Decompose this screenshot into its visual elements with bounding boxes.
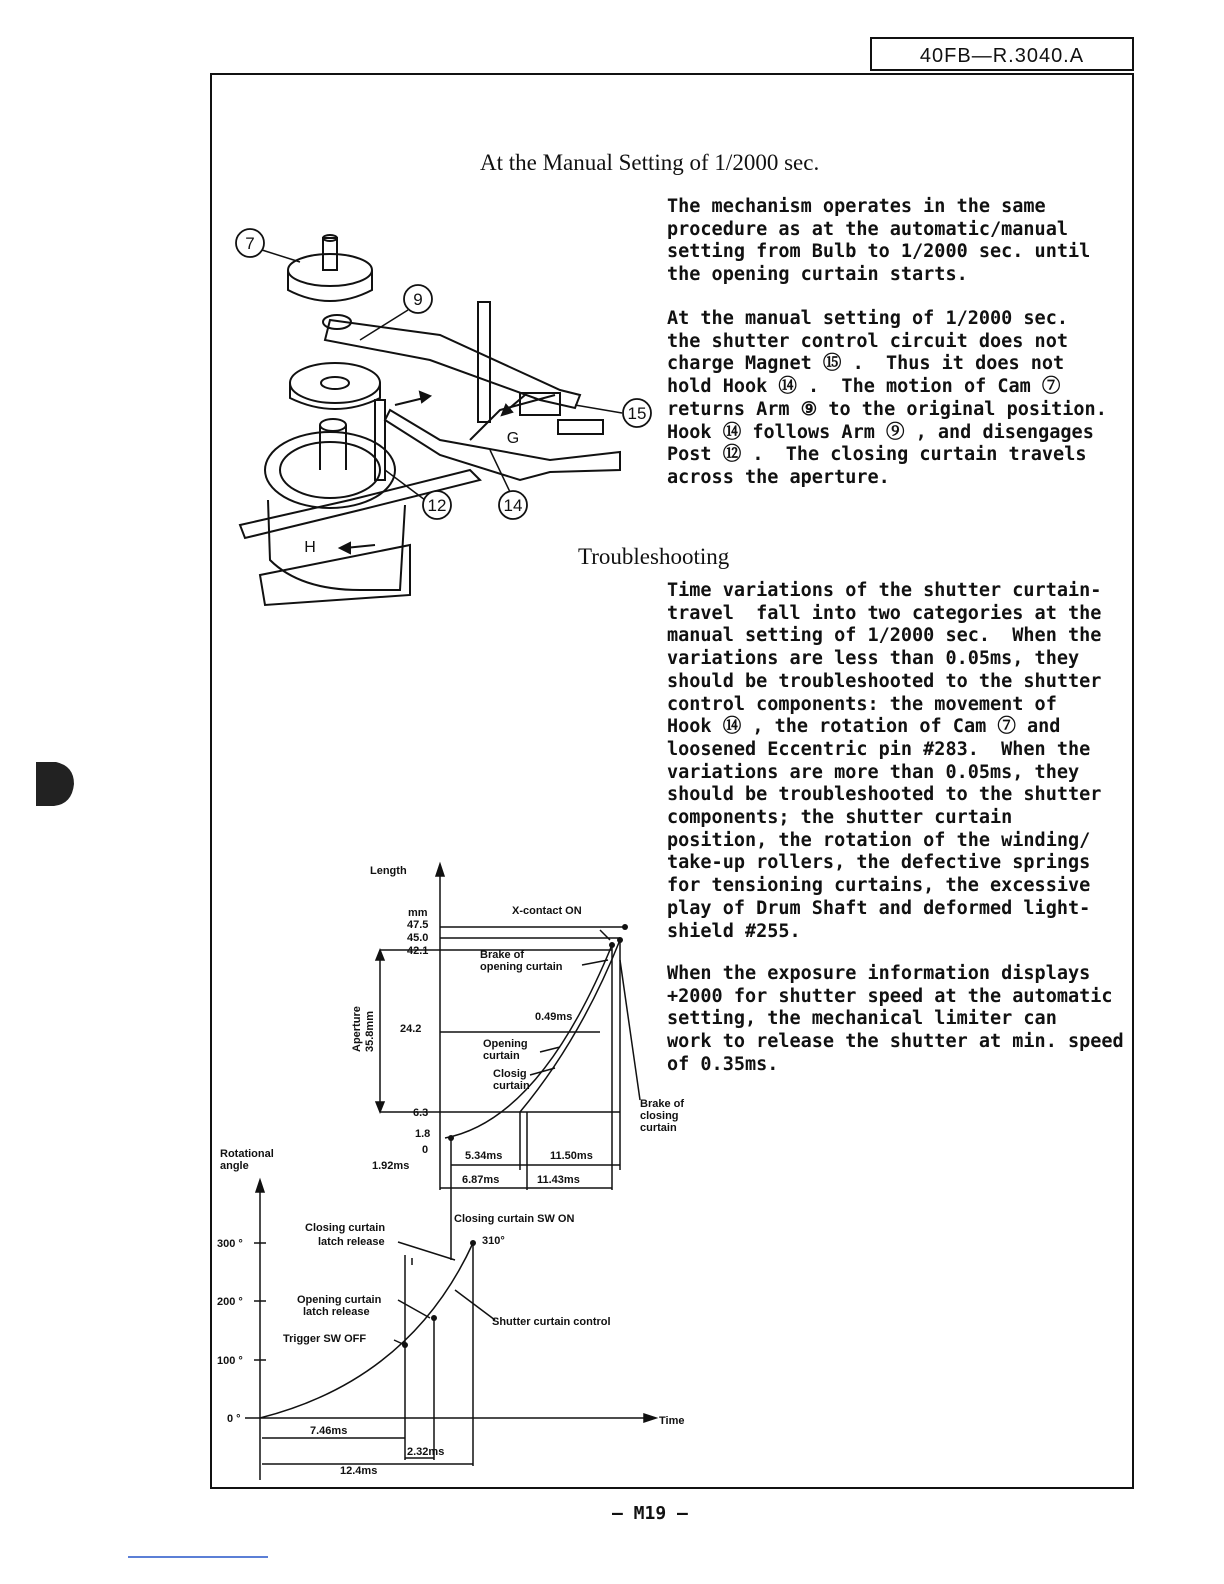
paragraph-time-variations: Time variations of the shutter curtain- travel fall into two categories at the manual setting of 1/2000 sec. When the variations are less than 0.05ms, they should be troubleshooted to the shutter control components: the movement of Hook ⑭ , the rotation of Cam ⑦ and loosened Eccentric pin #283. When the variations are more than 0.05ms, they should be troubleshooted to the shutter components; the shutter curtain position, the rotation of the winding/ take-up rollers, the defective springs for tensioning curtains, the excessive play of Drum Shaft and deformed light- shield #255.: [667, 580, 1102, 942]
label-closing-latch-1: Closing curtain: [305, 1222, 386, 1234]
tick-0-deg: 0 °: [227, 1413, 241, 1425]
label-closing-curtain-2: curtain: [493, 1080, 530, 1092]
label-cam-7: 7: [245, 234, 255, 253]
label-310: 310°: [482, 1235, 505, 1247]
tick-24-2: 24.2: [400, 1023, 422, 1035]
paragraph-procedure: The mechanism operates in the same procedure as at the automatic/manual setting from Bulb to 1/2000 sec. until the opening curtain starts.: [667, 196, 1091, 286]
label-t-746: 7.46ms: [310, 1425, 348, 1437]
label-trigger: Trigger SW OFF: [283, 1333, 367, 1345]
label-brake-opening-2: opening curtain: [480, 961, 563, 973]
label-h: H: [304, 539, 316, 556]
label-arm-9: 9: [413, 290, 423, 309]
label-aperture: Aperture: [351, 1006, 363, 1052]
binder-hole-mark: [34, 760, 78, 808]
label-t-1143: 11.43ms: [537, 1174, 580, 1186]
axis-rotation-label-2: angle: [220, 1160, 249, 1172]
paragraph-manual-setting: At the manual setting of 1/2000 sec. the shutter control circuit does not charge Magnet ⑮ . Thus it does not hold Hook ⑭ . The motion of Cam ⑦ returns Arm ⑨ to the original position. Hook ⑭ follows Arm ⑨ , and disengages Post ⑫ . The closing curtain travels across the aperture.: [667, 308, 1107, 488]
tick-1-8: 1.8: [415, 1128, 431, 1140]
axis-length-label: Length: [370, 865, 407, 877]
label-x-contact: X-contact ON: [512, 905, 582, 917]
scan-line: [128, 1556, 268, 1558]
label-brake-closing-1: Brake of: [640, 1098, 685, 1110]
label-opening-latch-2: latch release: [303, 1306, 370, 1318]
tick-47-5: 47.5: [407, 919, 429, 931]
label-closing-latch-2: latch release: [318, 1236, 385, 1248]
label-closing-curtain-1: Closig: [493, 1068, 527, 1080]
label-opening-latch-1: Opening curtain: [297, 1294, 382, 1306]
label-opening-curtain-2: curtain: [483, 1050, 520, 1062]
label-hook-14: 14: [503, 496, 523, 515]
tick-0: 0: [422, 1144, 429, 1156]
label-magnet-15: 15: [627, 404, 647, 423]
label-t-1150: 11.50ms: [550, 1150, 593, 1162]
tick-300: 300 °: [217, 1238, 243, 1250]
label-aperture-size: 35.8mm: [364, 1011, 376, 1052]
label-t-232: 2.32ms: [407, 1446, 445, 1458]
label-t-049: 0.49ms: [535, 1011, 573, 1023]
shutter-timing-chart: [215, 860, 685, 1480]
shutter-mechanism-illustration: [225, 225, 665, 615]
unit-mm: mm: [408, 907, 428, 919]
label-opening-curtain-1: Opening: [483, 1038, 528, 1050]
label-brake-closing-3: curtain: [640, 1122, 677, 1134]
label-t-192: 1.92ms: [372, 1160, 410, 1172]
tick-45-0: 45.0: [407, 932, 429, 944]
label-brake-opening-1: Brake of: [480, 949, 525, 961]
tick-100: 100 °: [217, 1355, 243, 1367]
label-shutter-control: Shutter curtain control: [492, 1316, 611, 1328]
label-t-124: 12.4ms: [340, 1465, 378, 1477]
label-g: G: [506, 430, 520, 447]
document-id: 40FB—R.3040.A: [870, 37, 1134, 71]
axis-rotation-label-1: Rotational: [220, 1148, 274, 1160]
tick-42-1: 42.1: [407, 945, 429, 957]
label-brake-closing-2: closing: [640, 1110, 679, 1122]
page-number: — M19 —: [612, 1503, 688, 1524]
section-title-troubleshooting: Troubleshooting: [578, 544, 730, 569]
label-post-12: 12: [427, 496, 447, 515]
tick-200: 200 °: [217, 1296, 243, 1308]
axis-time-label: Time: [659, 1415, 685, 1427]
label-t-534: 5.34ms: [465, 1150, 503, 1162]
label-closing-sw: Closing curtain SW ON: [454, 1213, 575, 1225]
tick-6-3: 6.3: [413, 1107, 429, 1119]
section-title-manual-setting: At the Manual Setting of 1/2000 sec.: [480, 150, 820, 175]
paragraph-mechanical-limiter: When the exposure information displays +2000 for shutter speed at the automatic setting, the mechanical limiter can work to release the shutter at min. speed of 0.35ms.: [667, 963, 1124, 1075]
label-t-687: 6.87ms: [462, 1174, 500, 1186]
